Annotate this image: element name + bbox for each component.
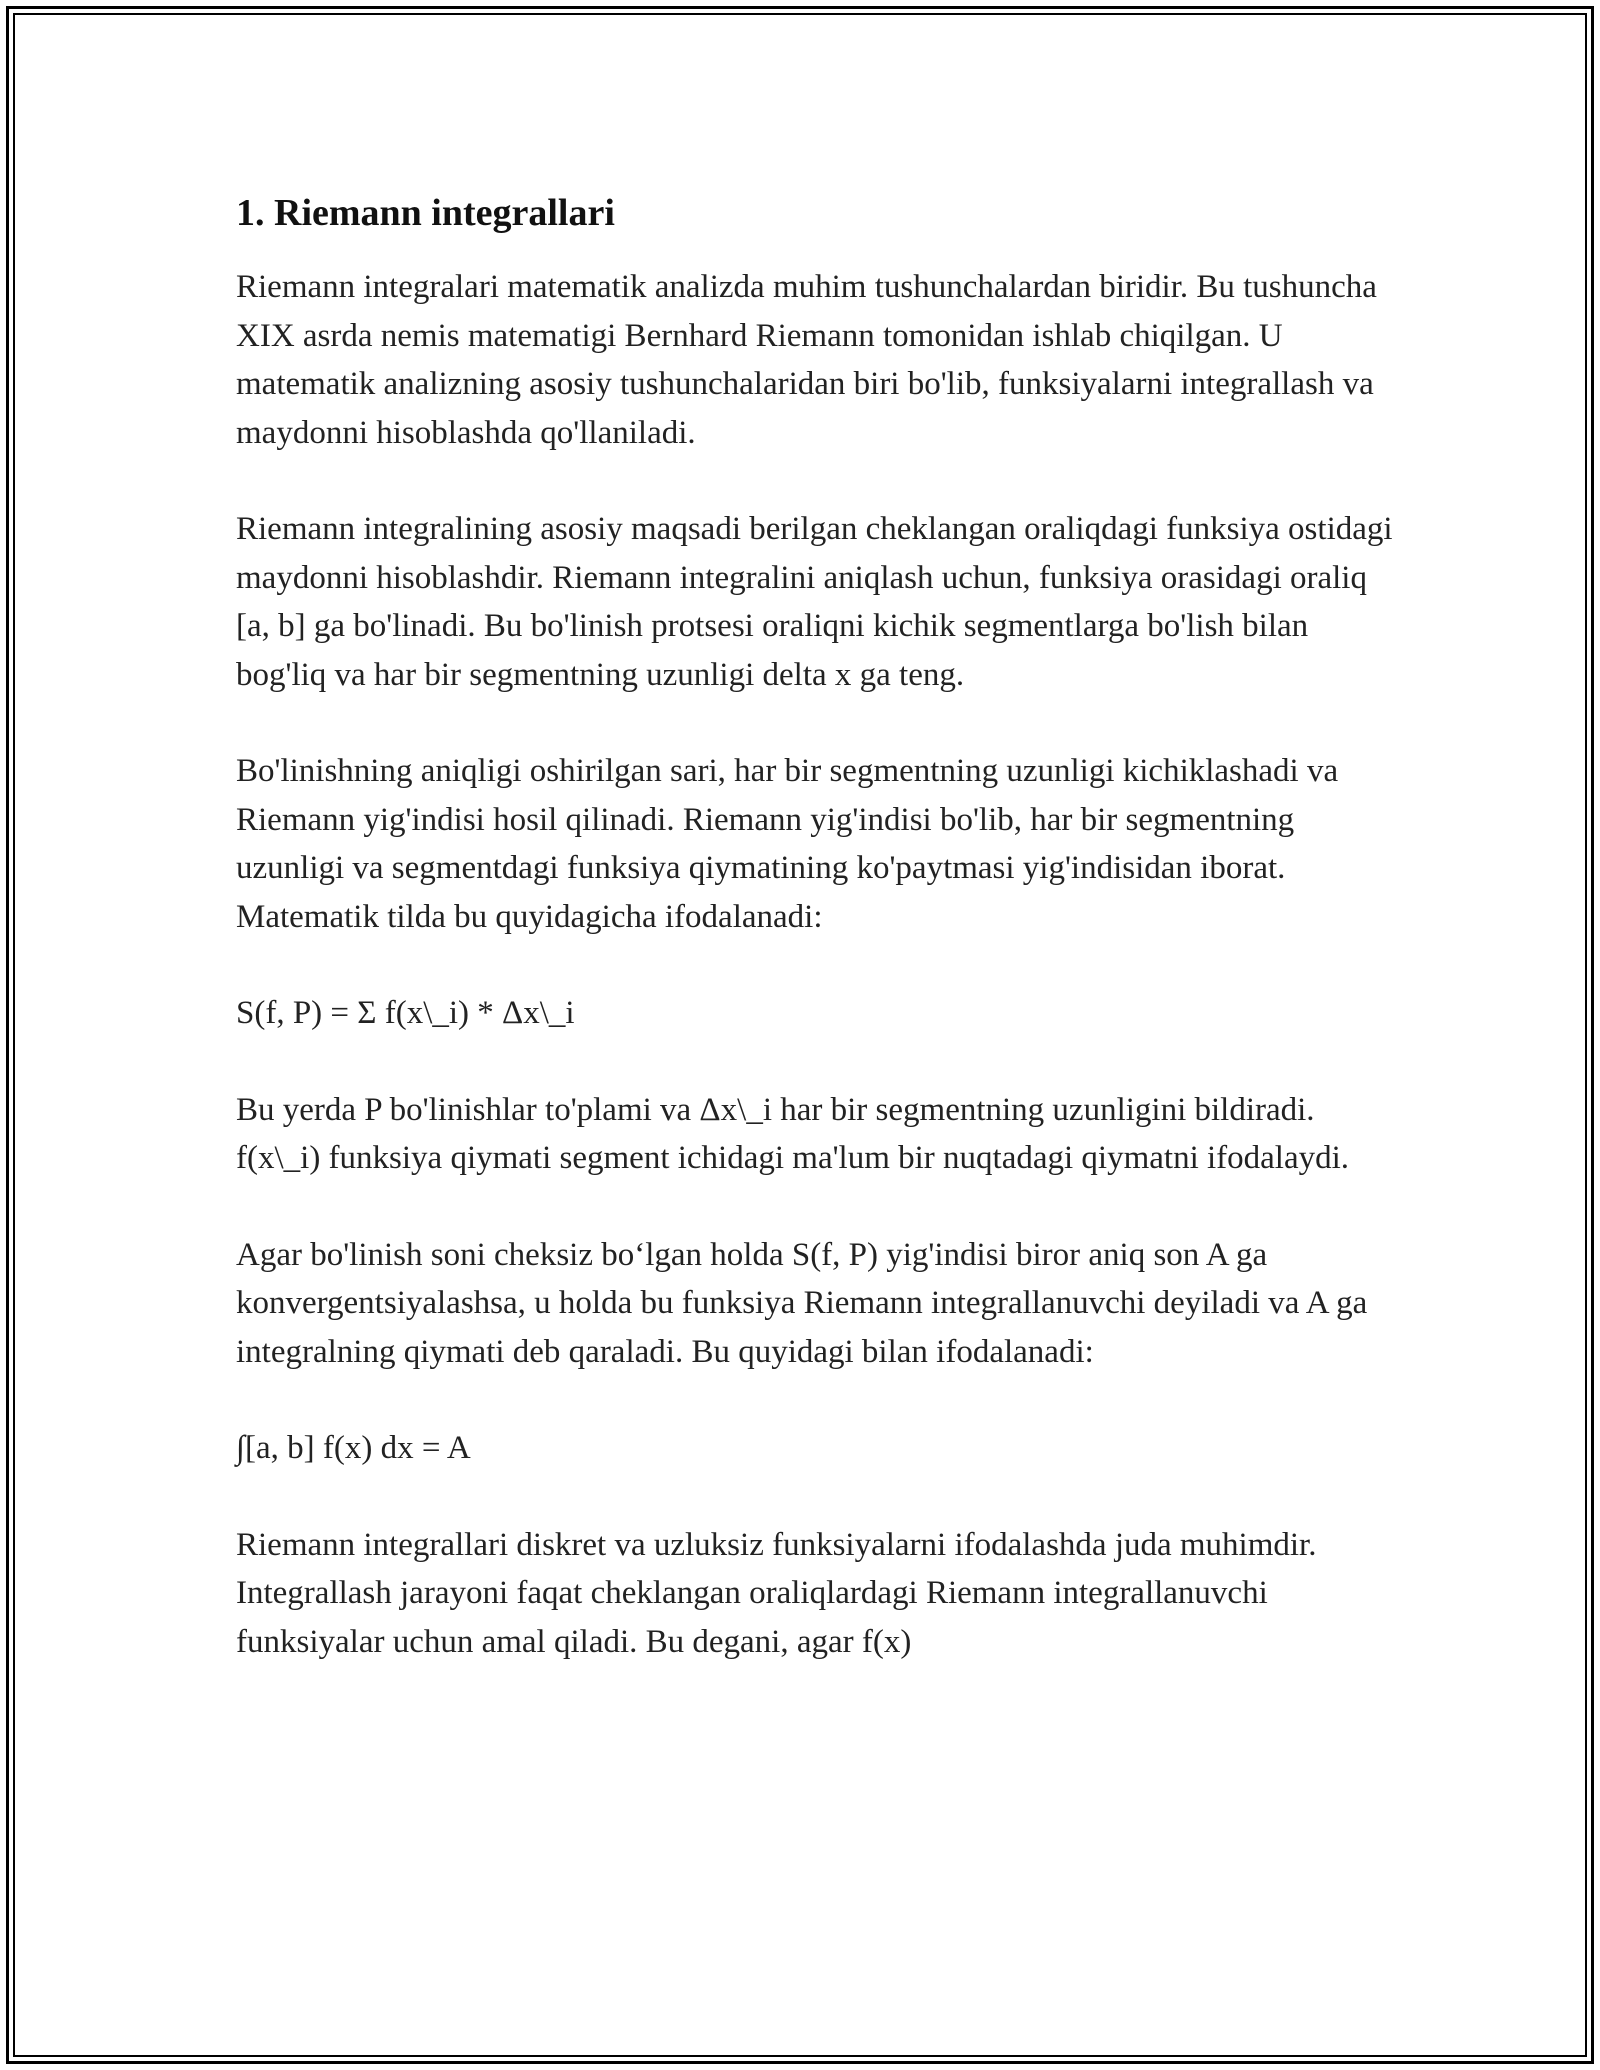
document-body	[236, 187, 1396, 1714]
paragraph-purpose: Riemann integralining asosiy maqsadi berilgan cheklangan oraliqdagi funksiya ostidagi maydonni hisoblashdir. Riemann integralini aniqlash uchun, funksiya orasidagi oraliq [a, b] ga bo'linadi. Bu bo'linish protsesi oraliqni kichik segmentlarga bo'lish bilan bog'liq va har bir segmentning uzunligi delta x ga teng.	[236, 511, 1393, 693]
section-heading: 1. Riemann integrallari	[236, 192, 615, 234]
paragraph-notation: Bu yerda P bo'linishlar to'plami va Δx\_i har bir segmentning uzunligini bildiradi. f(x\_i) funksiya qiymati segment ichidagi ma'lum bir nuqtadagi qiymatni ifodalaydi.	[236, 1091, 1350, 1176]
formula-riemann-sum: S(f, P) = Σ f(x\_i) * Δx\_i	[236, 995, 575, 1031]
paragraph-convergence: Agar bo'linish soni cheksiz bo‘lgan holda S(f, P) yig'indisi biror aniq son A ga konvergentsiyalashsa, u holda bu funksiya Riemann integrallanuvchi deyiladi va A ga integralning qiymati deb qaraladi. Bu quyidagi bilan ifodalanadi:	[236, 1236, 1368, 1370]
paragraph-intro: Riemann integralari matematik analizda muhim tushunchalardan biridir. Bu tushuncha XIX asrda nemis matematigi Bernhard Riemann tomonidan ishlab chiqilgan. U matematik analizning asosiy tushunchalaridan biri bo'lib, funksiyalarni integrallash va maydonni hisoblashda qo'llaniladi.	[236, 269, 1377, 451]
paragraph-riemann-sum: Bo'linishning aniqligi oshirilgan sari, har bir segmentning uzunligi kichiklashadi va Riemann yig'indisi hosil qilinadi. Riemann yig'indisi bo'lib, har bir segmentning uzunligi va segmentdagi funksiya qiymatining ko'paytmasi yig'indisidan iborat. Matematik tilda bu quyidagicha ifodalanadi:	[236, 753, 1339, 935]
formula-integral: ∫[a, b] f(x) dx = A	[236, 1430, 471, 1466]
paragraph-importance: Riemann integrallari diskret va uzluksiz funksiyalarni ifodalashda juda muhimdir. Integrallash jarayoni faqat cheklangan oraliqlardagi Riemann integrallanuvchi funksiyalar uchun amal qiladi. Bu degani, agar f(x)	[236, 1526, 1317, 1660]
